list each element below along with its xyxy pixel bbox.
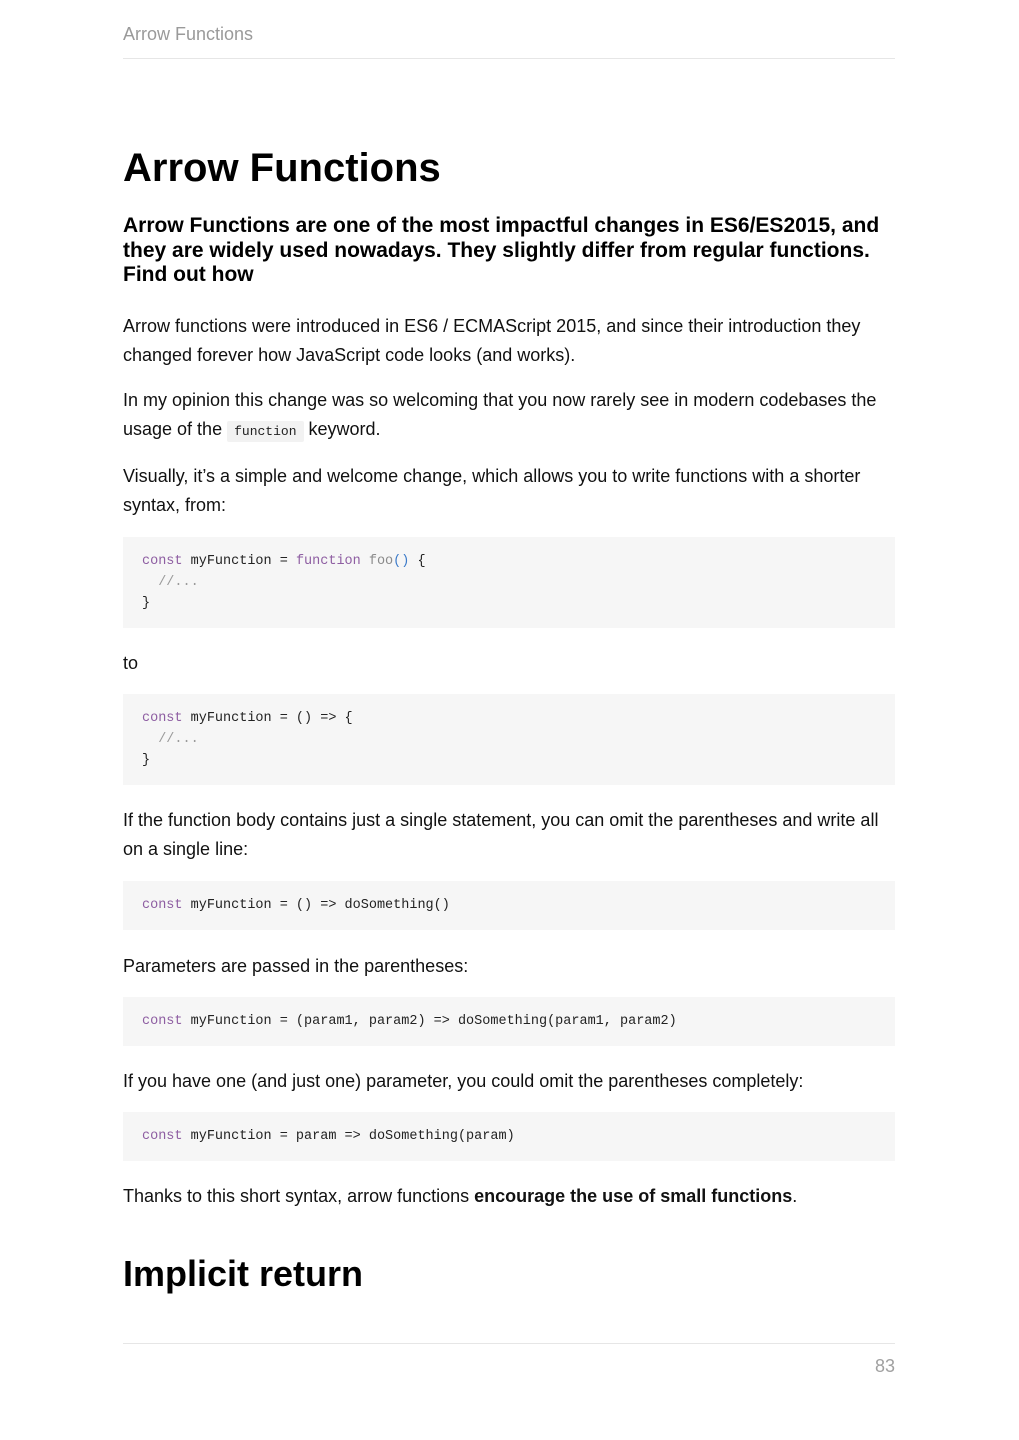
code-block-parameters xyxy=(123,997,895,1046)
code-text: myFunction = () => { xyxy=(182,710,353,726)
code-parens: () xyxy=(393,553,410,569)
code-keyword: const xyxy=(142,1013,183,1029)
code-text: } xyxy=(142,595,151,611)
article-content xyxy=(123,144,895,1296)
code-keyword: const xyxy=(142,553,183,569)
page xyxy=(123,0,895,1440)
inline-code-function: function xyxy=(227,421,303,442)
paragraph-single-statement: If the function body contains just a single statement, you can omit the parentheses and write all on a single line: xyxy=(123,809,879,859)
code-text: myFunction = () => doSomething() xyxy=(182,897,450,913)
page-number: 83 xyxy=(874,1356,895,1376)
paragraph-parameters: Parameters are passed in the parentheses: xyxy=(123,955,469,976)
emphasis-text: encourage the use of small functions xyxy=(474,1185,793,1206)
code-keyword: const xyxy=(142,897,183,913)
paragraph-one-parameter: If you have one (and just one) parameter, you could omit the parentheses completely: xyxy=(123,1070,804,1091)
code-text: myFunction = (param1, param2) => doSomething(param1, param2) xyxy=(182,1013,677,1029)
code-keyword: function xyxy=(295,553,361,569)
code-text: } xyxy=(142,752,151,768)
code-block-arrow-function xyxy=(123,694,895,785)
footer-divider xyxy=(123,1343,895,1344)
section-heading-implicit-return: Implicit return xyxy=(123,1252,364,1294)
code-function-name: foo xyxy=(368,553,394,569)
header-divider xyxy=(123,58,895,59)
paragraph-text: keyword. xyxy=(303,418,381,439)
paragraph-to: to xyxy=(123,652,139,673)
page-title: Arrow Functions xyxy=(123,146,441,190)
code-block-one-parameter xyxy=(123,1112,895,1161)
code-text: myFunction = param => doSomething(param) xyxy=(182,1128,515,1144)
code-block-regular-function xyxy=(123,537,895,628)
code-text: { xyxy=(409,553,426,569)
paragraph-opinion xyxy=(123,386,895,446)
paragraph-short-syntax xyxy=(123,1182,895,1211)
code-block-single-line xyxy=(123,881,895,930)
running-header: Arrow Functions xyxy=(123,24,254,44)
code-text: myFunction = xyxy=(182,553,296,569)
paragraph-text: Thanks to this short syntax, arrow functions xyxy=(123,1185,475,1206)
code-keyword: const xyxy=(142,710,183,726)
lead-paragraph: Arrow Functions are one of the most impactful changes in ES6/ES2015, and they are widely used nowadays. They slightly differ from regular functions. Find out how xyxy=(123,214,880,286)
paragraph-text: . xyxy=(792,1185,798,1206)
code-comment: //... xyxy=(142,574,199,590)
code-keyword: const xyxy=(142,1128,183,1144)
paragraph-visually: Visually, it’s a simple and welcome change, which allows you to write functions with a shorter syntax, from: xyxy=(123,465,861,515)
code-comment: //... xyxy=(142,731,199,747)
paragraph-text: In my opinion this change was so welcoming that you now rarely see in modern codebases the usage of the xyxy=(123,389,877,439)
paragraph-intro: Arrow functions were introduced in ES6 / ECMAScript 2015, and since their introduction they changed forever how JavaScript code looks (and works). xyxy=(123,315,861,365)
